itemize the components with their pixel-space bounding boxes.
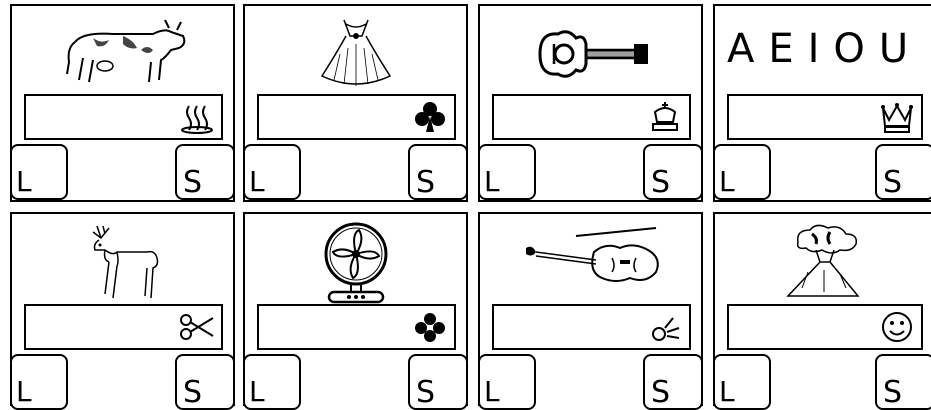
deer-picture xyxy=(12,220,233,304)
answer-box[interactable] xyxy=(492,94,691,140)
answer-box[interactable] xyxy=(727,304,923,350)
l-button[interactable]: L xyxy=(478,354,536,410)
l-button[interactable]: L xyxy=(10,144,68,200)
card-vowels xyxy=(713,4,931,202)
answer-box[interactable] xyxy=(727,94,923,140)
answer-box[interactable] xyxy=(492,304,691,350)
s-button[interactable]: S xyxy=(643,144,703,200)
l-button[interactable]: L xyxy=(713,354,771,410)
s-button[interactable]: S xyxy=(408,354,468,410)
card-violin xyxy=(478,212,703,410)
guitar-picture xyxy=(480,12,701,96)
answer-box[interactable] xyxy=(24,94,223,140)
s-button[interactable]: S xyxy=(175,144,235,200)
card-guitar xyxy=(478,4,703,202)
clover-icon xyxy=(412,310,448,344)
crown-icon xyxy=(879,100,915,134)
answer-box[interactable] xyxy=(257,94,456,140)
s-button[interactable]: S xyxy=(643,354,703,410)
l-button[interactable]: L xyxy=(713,144,771,200)
l-button[interactable]: L xyxy=(243,144,301,200)
card-volcano xyxy=(713,212,931,410)
smiley-icon xyxy=(879,310,915,344)
card-dress xyxy=(243,4,468,202)
l-button[interactable]: L xyxy=(10,354,68,410)
volcano-picture xyxy=(715,220,931,304)
club-icon xyxy=(412,100,448,134)
steam-icon xyxy=(179,100,215,134)
l-button[interactable]: L xyxy=(243,354,301,410)
violin-picture xyxy=(480,220,701,304)
s-button[interactable]: S xyxy=(875,354,931,410)
card-deer xyxy=(10,212,235,410)
spark-icon xyxy=(647,310,683,344)
vowels-text: AEIOU xyxy=(727,26,923,72)
answer-box[interactable] xyxy=(24,304,223,350)
cow-picture xyxy=(12,12,233,96)
card-cow xyxy=(10,4,235,202)
l-button[interactable]: L xyxy=(478,144,536,200)
s-button[interactable]: S xyxy=(175,354,235,410)
dress-picture xyxy=(245,12,466,96)
s-button[interactable]: S xyxy=(875,144,931,200)
chess-king-icon xyxy=(647,100,683,134)
scissors-icon xyxy=(179,310,215,344)
card-fan xyxy=(243,212,468,410)
answer-box[interactable] xyxy=(257,304,456,350)
fan-picture xyxy=(245,220,466,304)
s-button[interactable]: S xyxy=(408,144,468,200)
